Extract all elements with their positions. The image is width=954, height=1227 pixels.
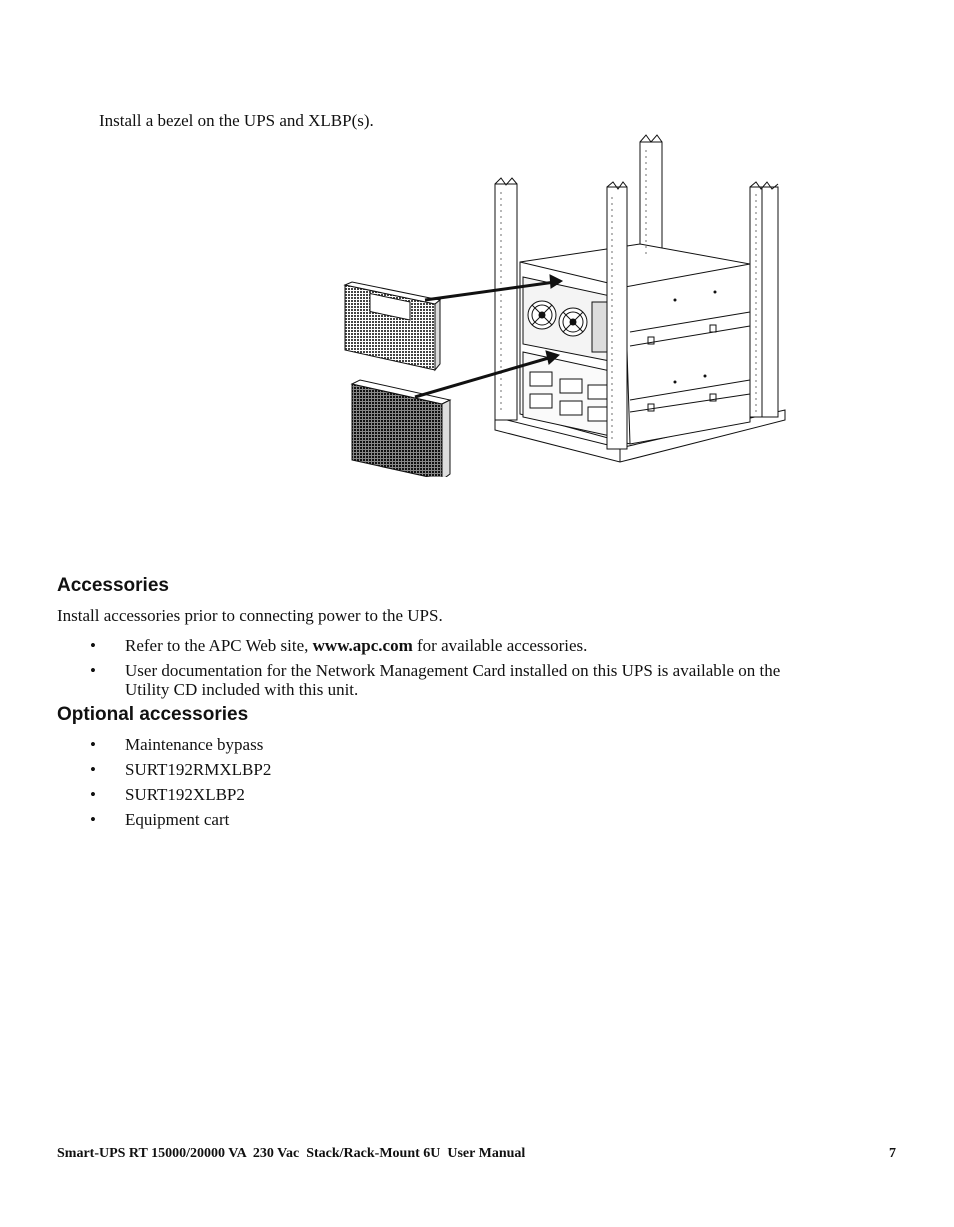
bullet-dot: • — [90, 735, 96, 754]
list-item — [0, 735, 954, 760]
bullet-line: Utility CD included with this unit. — [125, 680, 359, 699]
list-item-text: SURT192RMXLBP2 — [125, 760, 272, 779]
list-item — [0, 636, 954, 661]
list-item-text: Equipment cart — [125, 810, 230, 829]
apc-website-link[interactable]: www.apc.com — [312, 636, 413, 655]
list-item — [0, 785, 954, 810]
optional-accessories-list — [0, 735, 954, 835]
list-item-text: SURT192XLBP2 — [125, 785, 245, 804]
list-item — [0, 810, 954, 835]
intro-text: Install a bezel on the UPS and XLBP(s). — [99, 111, 374, 130]
accessories-list — [0, 636, 954, 701]
bullet-dot: • — [90, 810, 96, 829]
bullet-dot: • — [90, 760, 96, 779]
accessories-heading: Accessories — [57, 575, 169, 596]
list-item-text — [125, 636, 875, 655]
page-number: 7 — [889, 1146, 896, 1161]
bullet-text-prefix: Refer to the APC Web site, — [125, 636, 313, 655]
bullet-dot: • — [90, 636, 96, 655]
bullet-dot: • — [90, 785, 96, 804]
bullet-text-suffix: for available accessories. — [412, 636, 588, 655]
list-item-text: Maintenance bypass — [125, 735, 264, 754]
bezel-installation-illustration — [330, 132, 800, 477]
list-item — [0, 760, 954, 785]
footer-title: Smart-UPS RT 15000/20000 VA 230 Vac Stack/Rack-Mount 6U User Manual — [57, 1146, 526, 1161]
bullet-dot: • — [90, 661, 96, 680]
accessories-intro: Install accessories prior to connecting power to the UPS. — [57, 606, 443, 625]
optional-accessories-heading: Optional accessories — [57, 704, 249, 725]
bullet-line: User documentation for the Network Management Card installed on this UPS is available on the — [125, 661, 781, 680]
list-item-text — [125, 661, 875, 699]
list-item — [0, 661, 954, 701]
